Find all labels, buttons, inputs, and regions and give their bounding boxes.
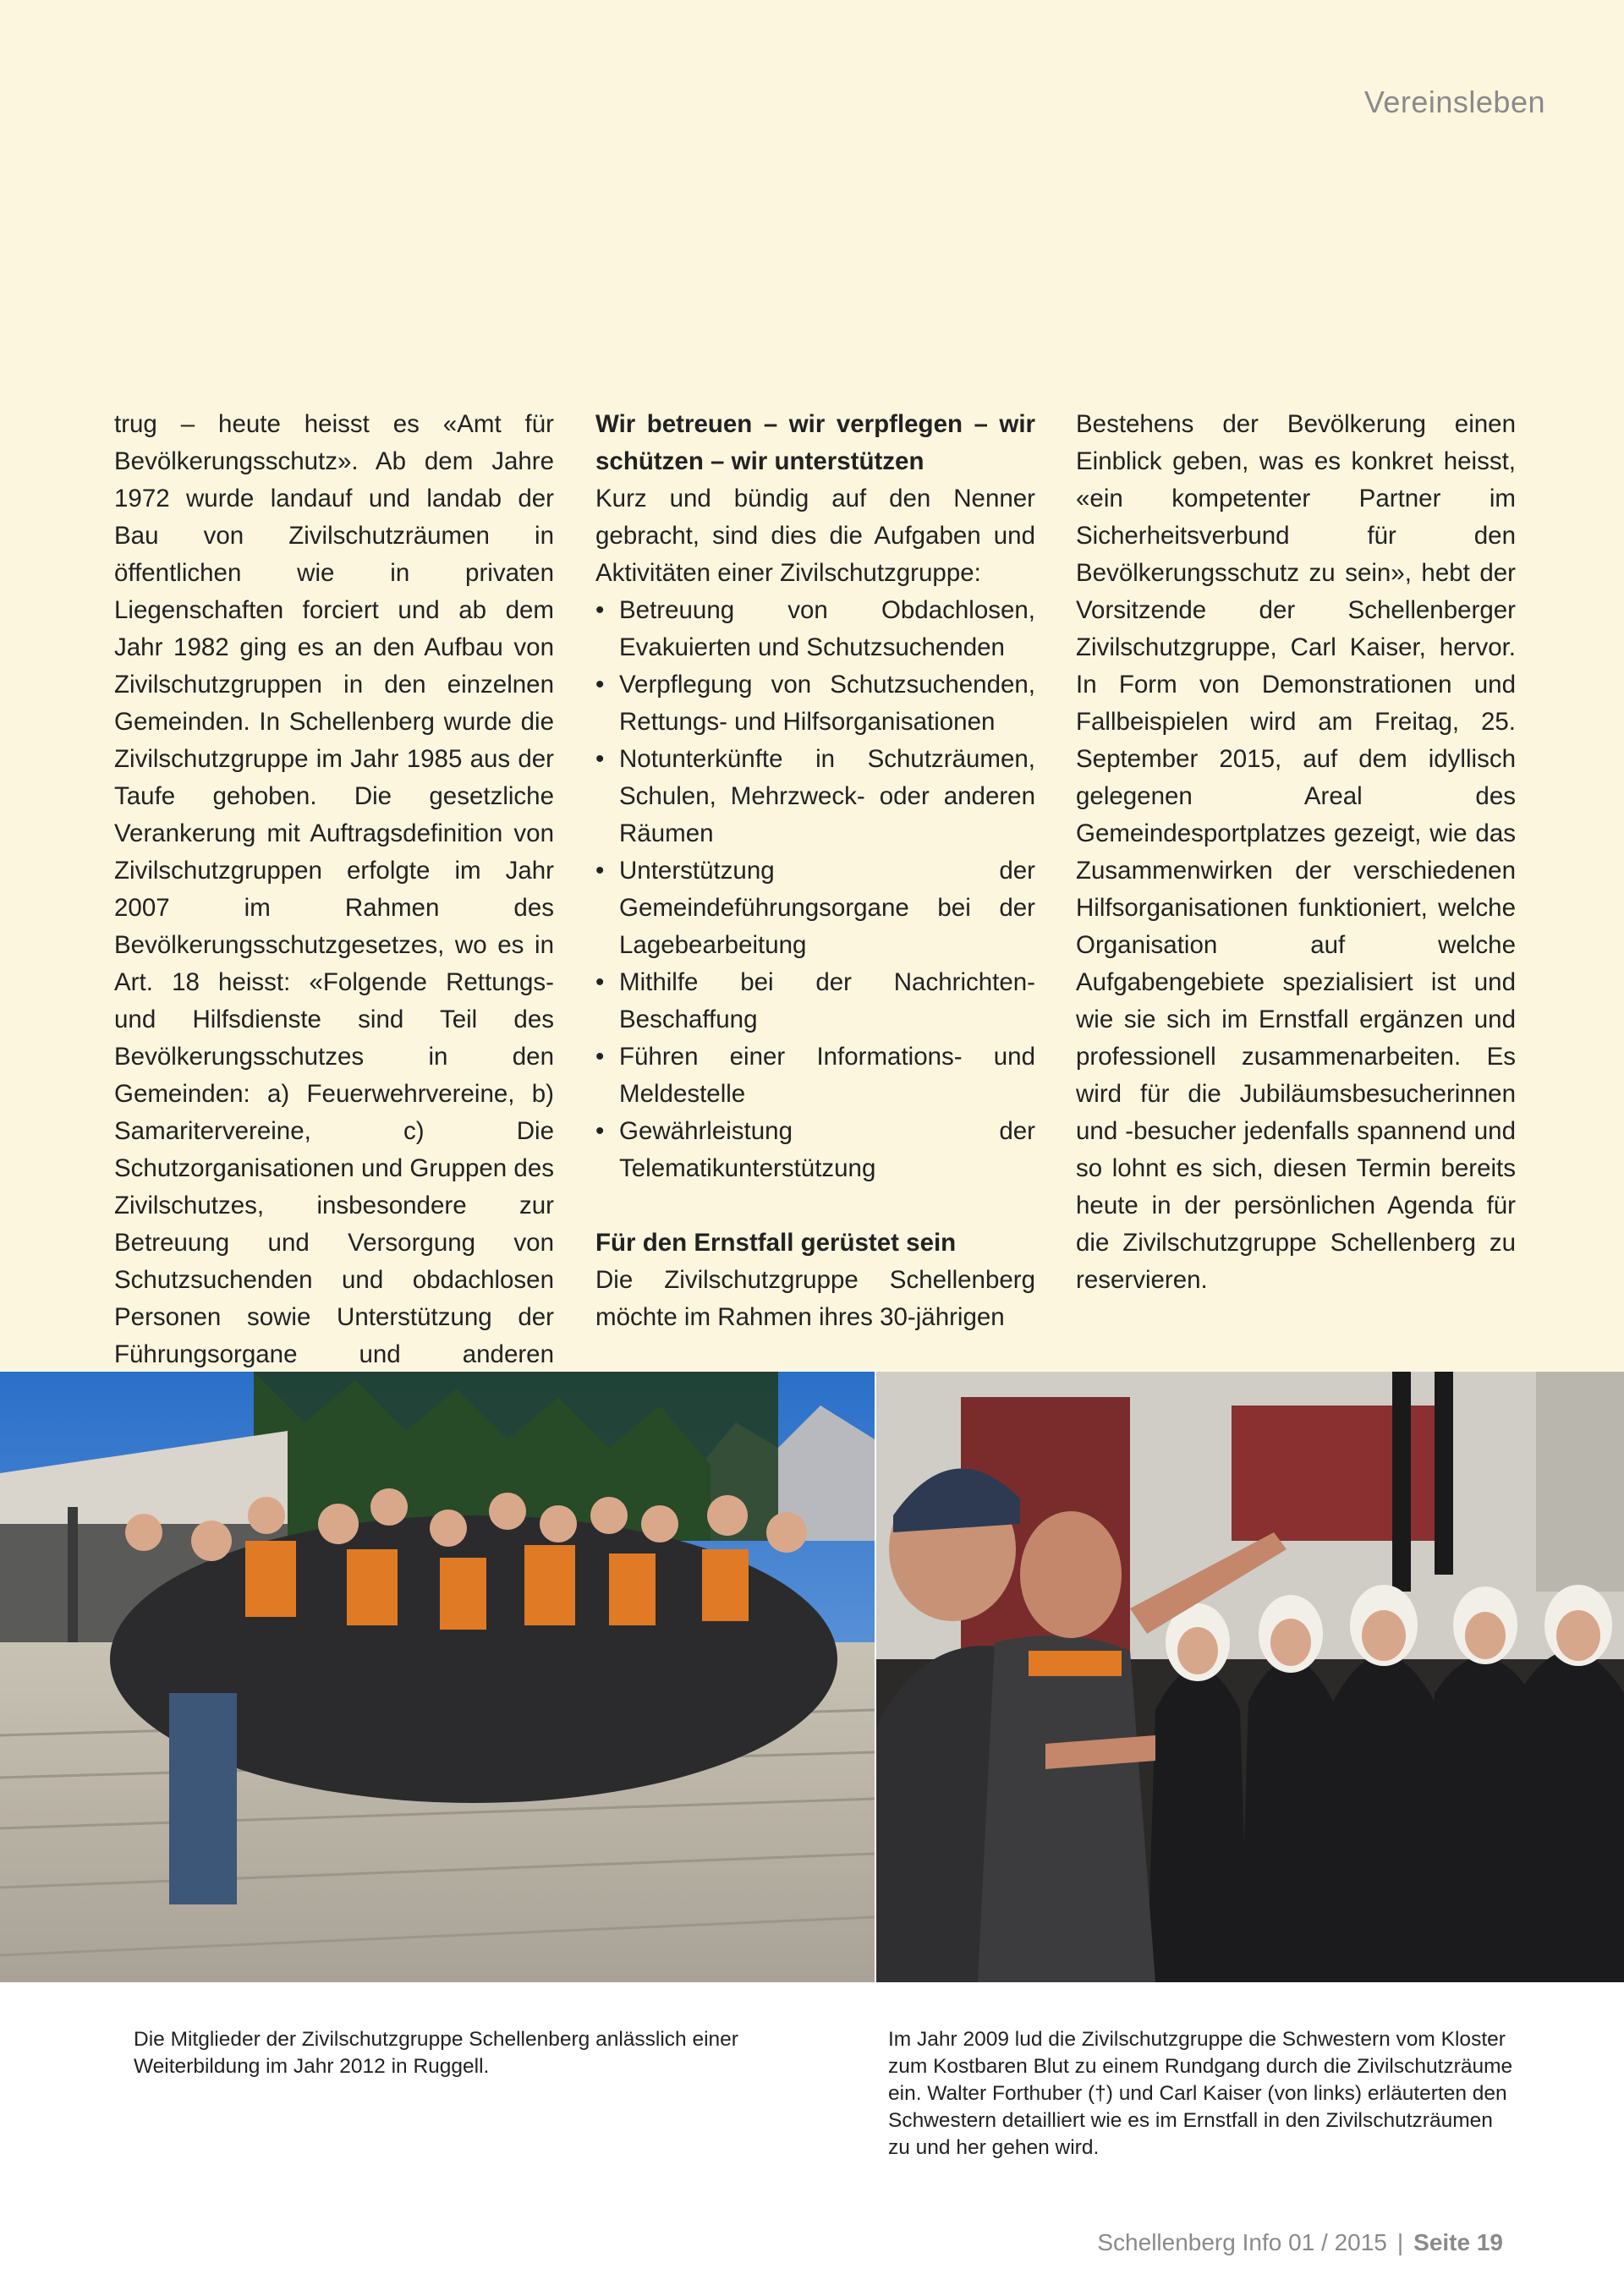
subheading-tasks: Wir betreuen – wir verpflegen – wir schützen – wir unterstützen: [595, 410, 1035, 475]
page-footer: [1097, 2229, 1503, 2256]
shelter-tour-photo: [876, 1372, 1624, 1982]
list-item: • Unterstützung der Gemeindeführungsorgane bei der Lagebearbeitung: [595, 852, 1035, 964]
list-item: • Notunterkünfte in Schutzräumen, Schulen, Mehrzweck- oder anderen Räumen: [595, 741, 1035, 852]
subheading-emergency: Für den Ernstfall gerüstet sein: [595, 1229, 957, 1257]
article-column-2: [595, 406, 1035, 1336]
column-3-text: Bestehens der Bevölkerung einen Einblick geben, was es konkret heisst, «ein kompetenter Partner im Sicherheitsverbund für den Bevölkerungsschutz zu sein», hebt der Vorsitzende der Schellenberger Zivilschutzgruppe, Carl Kaiser, hervor. In Form von Demonstrationen und Fallbeispielen wird am Freitag, 25. September 2015, auf dem idyllisch gelegenen Areal des Gemeindesportplatzes gezeigt, wie das Zusammenwirken der verschiedenen Hilfsorganisationen funktioniert, welche Organisation auf welche Aufgabengebiete spezialisiert ist und wie sie sich im Ernstfall ergänzen und professionell zusammenarbeiten. Es wird für die Jubiläumsbesucherinnen und -besucher jedenfalls spannend und so lohnt es sich, diesen Termin bereits heute in der persönlichen Agenda für die Zivilschutzgruppe Schellenberg zu reservieren.: [1076, 410, 1516, 1294]
article-column-1: [114, 406, 554, 1411]
caption-shelter-tour: Im Jahr 2009 lud die Zivilschutzgruppe die Schwestern vom Kloster zum Kostbaren Blut zu einem Rundgang durch die Zivilschutzräume ein. Walter Forthuber (†) und Carl Kaiser (von links) erläuterten den Schwestern detailliert wie es im Ernstfall in den Zivilschutzräumen zu und her gehen wird.: [888, 2028, 1513, 2159]
list-item: • Führen einer Informations- und Meldestelle: [595, 1038, 1035, 1113]
footer-separator: |: [1396, 2229, 1404, 2255]
tasks-intro: Kurz und bündig auf den Nenner gebracht, sind dies die Aufgaben und Aktivitäten einer Zivilschutzgruppe:: [595, 485, 1035, 587]
list-item: • Betreuung von Obdachlosen, Evakuierten und Schutzsuchenden: [595, 592, 1035, 666]
caption-group-photo: Die Mitglieder der Zivilschutzgruppe Schellenberg anlässlich einer Weiterbildung im Jahr 2012 in Ruggell.: [134, 2028, 738, 2078]
list-item: • Mithilfe bei der Nachrichten-Beschaffung: [595, 964, 1035, 1038]
group-photo: [0, 1372, 875, 1982]
page-number: Seite 19: [1413, 2229, 1503, 2255]
list-item: • Verpflegung von Schutzsuchenden, Rettungs- und Hilfsorganisationen: [595, 666, 1035, 741]
emergency-text: Die Zivilschutzgruppe Schellenberg möchte im Rahmen ihres 30-jährigen: [595, 1266, 1035, 1331]
article-column-3: [1076, 406, 1516, 1299]
tasks-list: [595, 592, 1035, 1187]
column-1-text: trug – heute heisst es «Amt für Bevölkerungsschutz». Ab dem Jahre 1972 wurde landauf und landab der Bau von Zivilschutzräumen in öffentlichen wie in privaten Liegenschaften forciert und ab dem Jahr 1982 ging es an den Aufbau von Zivilschutzgruppen in den einzelnen Gemeinden. In Schellenberg wurde die Zivilschutzgruppe im Jahr 1985 aus der Taufe gehoben. Die gesetzliche Verankerung mit Auftragsdefinition von Zivilschutzgruppen erfolgte im Jahr 2007 im Rahmen des Bevölkerungsschutzgesetzes, wo es in Art. 18 heisst: «Folgende Rettungs- und Hilfsdienste sind Teil des Bevölkerungsschutzes in den Gemeinden: a) Feuerwehrvereine, b) Samaritervereine, c) Die Schutzorganisationen und Gruppen des Zivilschutzes, insbesondere zur Betreuung und Versorgung von Schutzsuchenden und obdachlosen Personen sowie Unterstützung der Führungsorgane und anderen: [114, 410, 554, 1368]
section-title: Vereinsleben: [1363, 85, 1545, 119]
publication-name: Schellenberg Info 01 / 2015: [1097, 2229, 1387, 2255]
list-item: • Gewährleistung der Telematikunterstützung: [595, 1113, 1035, 1187]
